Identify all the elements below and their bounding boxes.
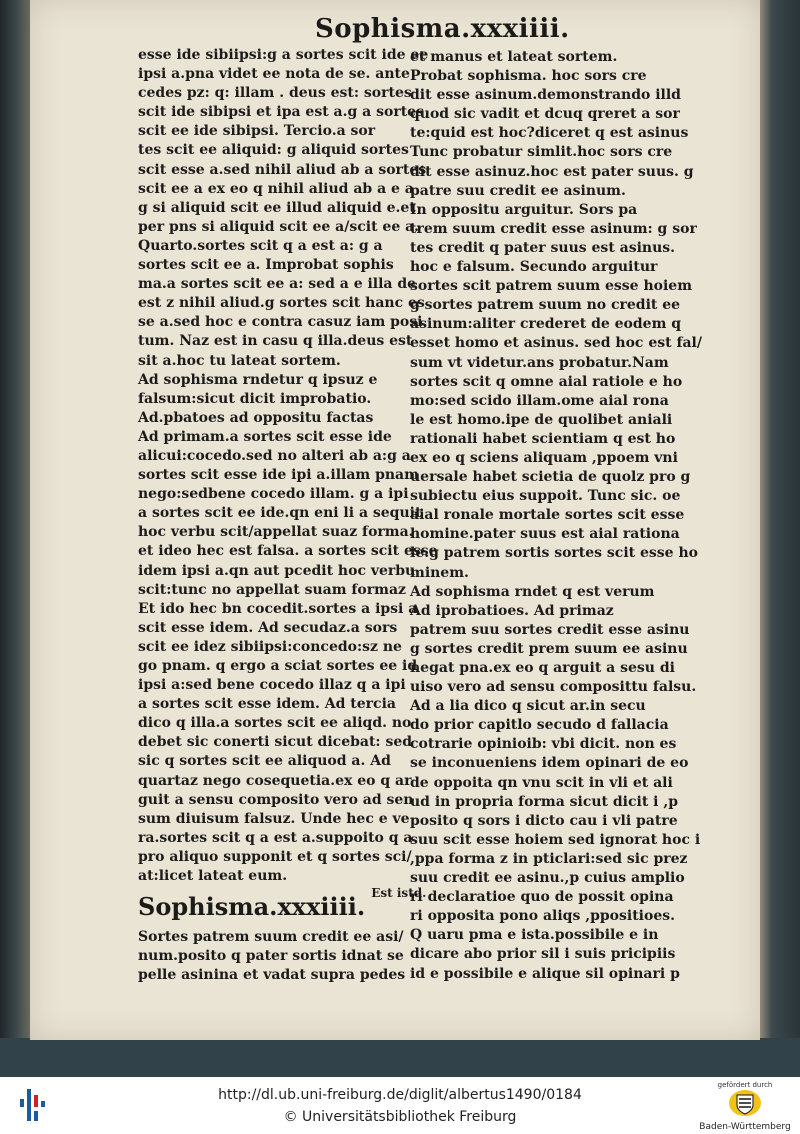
text-line: ud in propria forma sicut dicit i ,p xyxy=(410,793,679,810)
text-line: ipsi a.pna videt ee nota de se. ante xyxy=(138,66,410,83)
inline-heading-text: Sophisma.xxxiiii. xyxy=(138,892,366,922)
text-line: ri declaratioe quo de possit opina xyxy=(410,889,674,906)
text-line: pro aliquo supponit et q sortes sci/ xyxy=(138,848,412,865)
text-line: aial ronale mortale sortes scit esse xyxy=(410,507,685,524)
text-line: scit ee idez sibiipsi:concedo:sz ne xyxy=(138,638,402,655)
text-line: esset homo et asinus. sed hoc est fal/ xyxy=(410,335,702,352)
text-line: hoc e falsum. Secundo arguitur xyxy=(410,259,658,276)
text-line: sit a.hoc tu lateat sortem. xyxy=(138,352,341,369)
sponsor-caption: gefördert durch xyxy=(717,1081,773,1089)
text-line: se inconueniens idem opinari de eo xyxy=(410,755,689,772)
text-line: et ideo hec est falsa. a sortes scit esse xyxy=(138,543,438,560)
text-line: do prior capitlo secudo d fallacia xyxy=(410,717,669,734)
text-line: le est homo.ipe de quolibet aniali xyxy=(410,411,673,428)
text-line: minem. xyxy=(410,564,469,581)
text-line: debet sic conerti sicut dicebat: sed xyxy=(138,734,413,751)
text-line: nego:sedbene cocedo illam. g a ipi xyxy=(138,486,409,503)
text-line: Quarto.sortes scit q a est a: g a xyxy=(138,237,383,254)
text-line: dit esse asinuz.hoc est pater suus. g xyxy=(410,163,694,180)
text-line: sortes scit ee a. Improbat sophis xyxy=(138,257,394,274)
text-line: Ad sophisma rndet q est verum xyxy=(410,583,655,600)
text-line: dico q illa.a sortes scit ee aliqd. no xyxy=(138,715,412,732)
text-line: cedes pz: q: illam . deus est: sortes xyxy=(138,85,412,102)
text-line: Ad iprobatioes. Ad primaz xyxy=(410,602,614,619)
text-line: est z nihil aliud.g sortes scit hanc es xyxy=(138,295,425,312)
text-line: cotrarie opinioib: vbi dicit. non es xyxy=(410,736,677,753)
text-line: ma.a sortes scit ee a: sed a e illa de xyxy=(138,276,417,293)
text-line: In oppositu arguitur. Sors pa xyxy=(410,201,638,218)
text-line: g sortes patrem suum no credit ee xyxy=(410,297,681,314)
text-line: Tunc probatur simlit.hoc sors cre xyxy=(410,144,673,161)
right-text-column xyxy=(410,48,702,984)
text-line: g si aliquid scit ee illud aliquid e.et xyxy=(138,199,416,216)
text-line: pelle asinina et vadat supra pedes xyxy=(138,967,406,984)
text-line: de oppoita qn vnu scit in vli et ali xyxy=(410,774,673,791)
text-line: et manus et lateat sortem. xyxy=(410,49,618,65)
text-line: sic q sortes scit ee aliquod a. Ad xyxy=(138,753,391,770)
text-line: hoc verbu scit/appellat suaz forma. xyxy=(138,524,414,541)
text-line: ri opposita pono aliqs ,ppositioes. xyxy=(410,908,675,925)
text-line: scit esse idem. Ad secudaz.a sors xyxy=(138,619,398,636)
bottom-book-edge xyxy=(0,1038,800,1077)
text-line: tes credit q pater suus est asinus. xyxy=(410,239,676,256)
text-line: mo:sed scido illam.ome aial rona xyxy=(410,392,669,409)
text-line: Probat sophisma. hoc sors cre xyxy=(410,68,647,85)
text-line: idem ipsi a.qn aut pcedit hoc verbu xyxy=(138,562,416,579)
text-line: asinum:aliter crederet de eodem q xyxy=(410,316,682,333)
text-line: negat pna.ex eo q arguit a sesu di xyxy=(410,660,675,676)
text-line: patrem suu sortes credit esse asinu xyxy=(410,621,690,638)
text-line: dit esse asinum.demonstrando illd xyxy=(410,87,681,104)
text-line: posito q sors i dicto cau i vli patre xyxy=(410,812,678,829)
text-line: alicui:cocedo.sed no alteri ab a:g a xyxy=(138,447,411,464)
text-line: scit ee a ex eo q nihil aliud ab a e a xyxy=(138,180,414,197)
page-heading: Sophisma.xxxiiii. xyxy=(315,14,570,44)
text-line: sortes scit q omne aial ratiole e ho xyxy=(410,373,683,390)
left-text-column xyxy=(138,46,438,985)
text-line: Ad.pbatoes ad oppositu factas xyxy=(138,409,374,426)
text-line: ,ppa forma z in pticlari:sed sic prez xyxy=(410,850,688,867)
text-line: Ad sophisma rndetur q ipsuz e xyxy=(138,371,378,388)
text-line: go pnam. q ergo a sciat sortes ee id xyxy=(138,658,418,674)
text-line: uersale habet scietia de quolz pro g xyxy=(410,469,691,486)
text-line: id e possibile e alique sil opinari p xyxy=(410,965,680,982)
text-line: te:quid est hoc?diceret q est asinus xyxy=(410,125,689,142)
text-line: per pns si aliquid scit ee a/scit ee a. xyxy=(138,218,420,235)
text-line: sortes scit esse ide ipi a.illam pnam xyxy=(138,467,419,484)
footer-bar xyxy=(0,1077,800,1134)
text-line: homine.pater suus est aial rationa xyxy=(410,526,680,543)
library-logo-icon xyxy=(14,1085,54,1125)
text-line: esse ide sibiipsi:g a sortes scit ide ee xyxy=(138,47,429,63)
text-line: quartaz nego cosequetia.ex eo q ar xyxy=(138,772,412,789)
sponsor-state-name: Baden-Württemberg xyxy=(699,1122,791,1132)
text-line: suu scit esse hoiem sed ignorat hoc i xyxy=(410,831,701,848)
text-line: le.g patrem sortis sortes scit esse ho xyxy=(410,545,698,562)
text-line: Sortes patrem suum credit ee asi/ xyxy=(138,929,404,946)
text-line: se a.sed hoc e contra casuz iam posi xyxy=(138,314,423,331)
text-line: a sortes scit esse idem. Ad tercia xyxy=(138,696,396,713)
text-line: Et ido hec bn cocedit.sortes a ipsi a xyxy=(138,600,418,617)
text-line: suu credit ee asinu.,p cuius amplio xyxy=(410,870,685,887)
left-book-edge xyxy=(0,0,30,1077)
text-line: subiectu eius suppoit. Tunc sic. oe xyxy=(410,488,681,505)
text-line: Ad a lia dico q sicut ar.in secu xyxy=(410,698,646,715)
text-line: tum. Naz est in casu q illa.deus est xyxy=(138,333,413,350)
text-line: g sortes credit prem suum ee asinu xyxy=(410,640,688,657)
sponsor-block xyxy=(690,1081,800,1133)
text-line: ipsi a:sed bene cocedo illaz q a ipi xyxy=(138,677,406,694)
inline-heading xyxy=(138,886,427,928)
text-line: ex eo q sciens aliquam ,ppoem vni xyxy=(410,449,678,466)
text-line: Q uaru pma e ista.possibile e in xyxy=(410,927,659,944)
text-line: uiso vero ad sensu composittu falsu. xyxy=(410,679,697,696)
text-line: scit ide sibipsi et ipa est a.g a sortes xyxy=(138,104,424,121)
text-line: quod sic vadit et dcuq qreret a sor xyxy=(410,106,680,123)
text-line: dicare abo prior sil i suis pricipiis xyxy=(410,946,676,963)
text-line: patre suu credit ee asinum. xyxy=(410,182,626,199)
permalink-url[interactable]: http://dl.ub.uni-freiburg.de/diglit/albertus1490/0184 xyxy=(218,1087,582,1103)
right-book-edge xyxy=(760,0,800,1077)
text-line: at:licet lateat eum. xyxy=(138,868,288,885)
text-line: a sortes scit ee ide.qn eni li a sequit xyxy=(138,505,422,522)
text-line: sum vt videtur.ans probatur.Nam xyxy=(410,354,669,371)
book-page xyxy=(30,0,760,1040)
text-line: scit ee ide sibipsi. Tercio.a sor xyxy=(138,123,376,140)
text-line: tes scit ee aliquid: g aliquid sortes xyxy=(138,142,409,159)
state-coat-of-arms-icon xyxy=(728,1089,762,1117)
text-line: sortes scit patrem suum esse hoiem xyxy=(410,278,693,295)
text-line: Ad primam.a sortes scit esse ide xyxy=(138,428,392,445)
text-line: guit a sensu composito vero ad sen xyxy=(138,791,414,808)
text-line: rationali habet scientiam q est ho xyxy=(410,430,676,447)
text-line: scit:tunc no appellat suam formaz xyxy=(138,581,406,598)
text-line: falsum:sicut dicit improbatio. xyxy=(138,390,372,407)
text-line: num.posito q pater sortis idnat se xyxy=(138,948,404,965)
text-line: trem suum credit esse asinum: g sor xyxy=(410,220,697,237)
copyright-text: © Universitätsbibliothek Freiburg xyxy=(283,1109,517,1125)
inline-heading-tag: Est istd. xyxy=(371,886,427,901)
text-line: sum diuisum falsuz. Unde hec e ve xyxy=(138,810,410,827)
text-line: ra.sortes scit q a est a.suppoito q a xyxy=(138,829,413,846)
text-line: scit esse a.sed nihil aliud ab a sortes xyxy=(138,161,427,178)
